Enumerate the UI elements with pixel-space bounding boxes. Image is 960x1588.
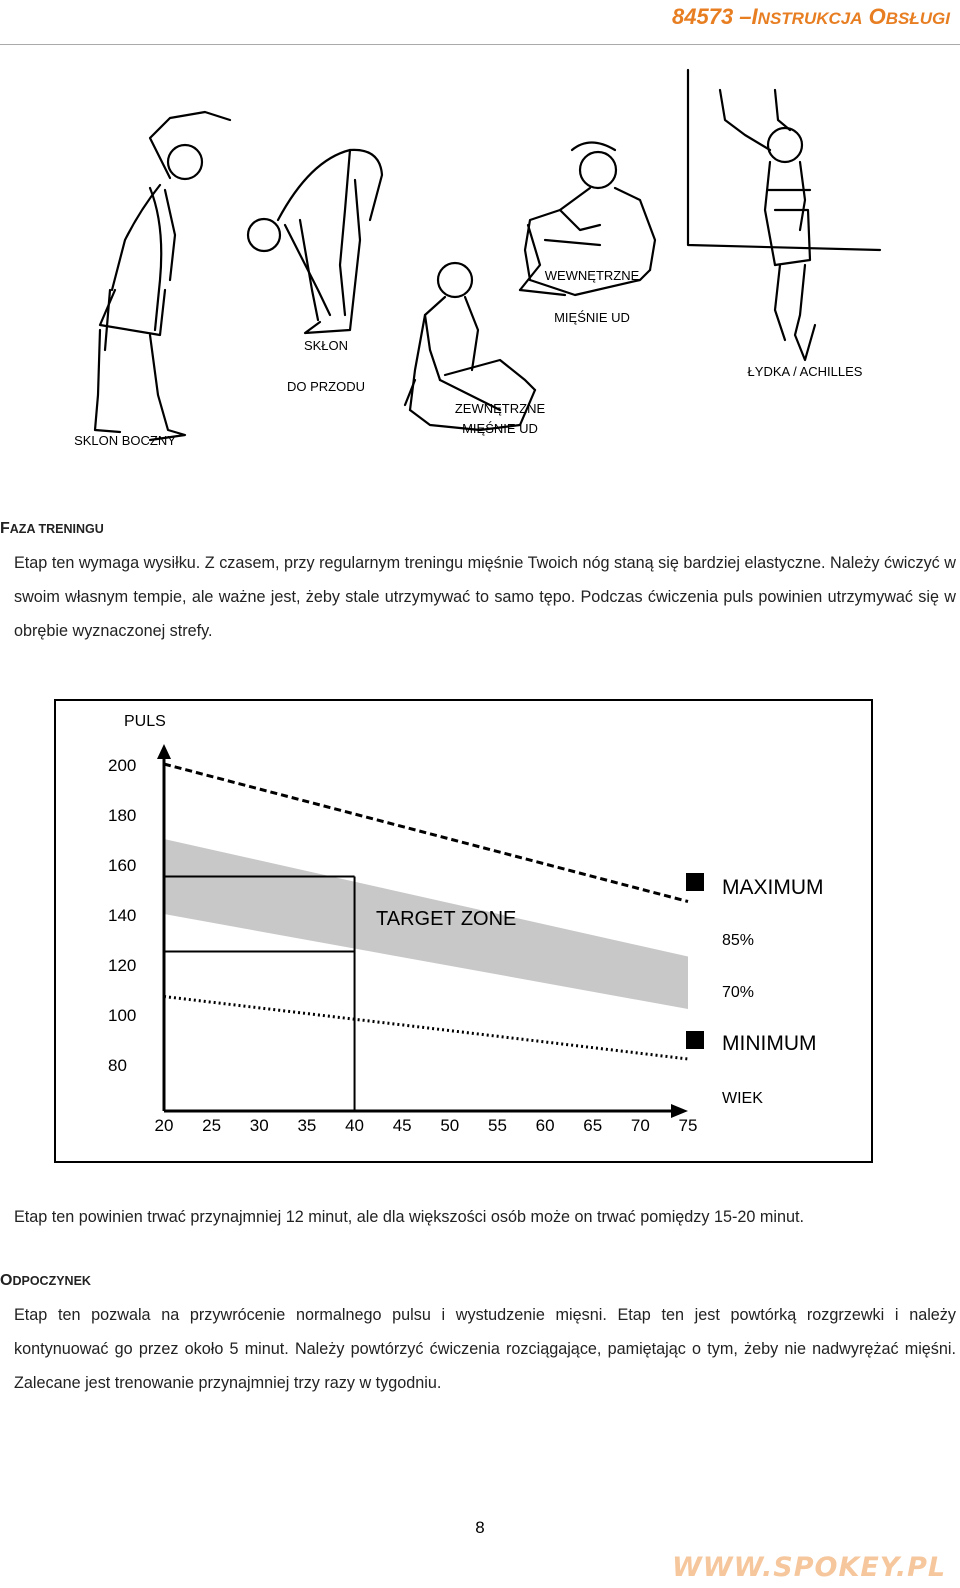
- training-duration-text: Etap ten powinien trwać przynajmniej 12 minut, ale dla większości osób może on trwać pomiędzy 15-20 minut.: [14, 1208, 804, 1226]
- y-tick-label: 80: [108, 1056, 127, 1075]
- page-number: 8: [475, 1518, 485, 1537]
- x-tick-label: 70: [630, 1116, 650, 1135]
- stretching-illustrations: [0, 50, 960, 510]
- wall-calf-figure: [688, 70, 880, 360]
- brand-logo: WWW.SPOKEY.PL: [672, 1552, 947, 1583]
- forward-bend-figure: [248, 150, 382, 333]
- x-tick-label: 50: [440, 1116, 460, 1135]
- side-bend-figure: [95, 112, 230, 440]
- x-tick-label: 40: [345, 1116, 365, 1135]
- y-tick-label: 120: [108, 956, 137, 975]
- training-paragraph: Etap ten wymaga wysiłku. Z czasem, przy regularnym treningu mięśnie Twoich nóg staną się bardziej elastyczne. Należy ćwiczyć w swoim własnym tempie, ale ważne jest, żeby stale utrzymywać to samo tępo. Podczas ćwiczenia puls powinien utrzymywać się w obrębie wyznaczonej strefy.: [14, 554, 956, 640]
- y-axis-arrow: [157, 744, 171, 759]
- x-tick-label: 75: [678, 1116, 698, 1135]
- x-tick-label: 30: [249, 1116, 269, 1135]
- caption-calf: ŁYDKA / ACHILLES: [747, 364, 863, 379]
- document-header-title: 84573 –INSTRUKCJA OBSŁUGI: [672, 4, 950, 29]
- caption-forward-bend-line1: SKŁON: [303, 338, 349, 353]
- maximum-marker: [686, 873, 704, 891]
- minimum-line: [164, 997, 688, 1060]
- heart-rate-chart: [54, 699, 873, 1163]
- y-tick-label: 180: [108, 806, 137, 825]
- x-tick-label: 35: [297, 1116, 317, 1135]
- minimum-marker: [686, 1031, 704, 1049]
- rest-paragraph: Etap ten pozwala na przywrócenie normalnego pulsu i wystudzenie mięsni. Etap ten jest powtórką rozgrzewki i należy kontynuować go przez około 5 minut. Należy powtórzyć ćwiczenia rozciągające, pamiętając o tym, żeby nie nadwyrężać mięśni. Zalecane jest trenowanie przynajmniej trzy razy w tygodniu.: [14, 1306, 956, 1392]
- header-divider: [0, 44, 960, 45]
- x-tick-label: 55: [487, 1116, 507, 1135]
- legend-85: 85%: [722, 932, 755, 949]
- legend-maximum: MAXIMUM: [722, 876, 824, 899]
- legend-70: 70%: [722, 984, 755, 1001]
- y-tick-label: 100: [108, 1006, 137, 1025]
- chart-canvas: [56, 701, 871, 1161]
- x-tick-label: 45: [392, 1116, 412, 1135]
- y-tick-label: 160: [108, 856, 137, 875]
- x-tick-label: 20: [154, 1116, 174, 1135]
- caption-inner-thigh-line1: WEWNĘTRZNE: [544, 268, 640, 283]
- caption-side-bend: SKLON BOCZNY: [74, 433, 176, 448]
- y-tick-label: 140: [108, 906, 137, 925]
- target-zone-label: TARGET ZONE: [376, 908, 517, 930]
- caption-inner-thigh-line2: MIĘŚNIE UD: [554, 310, 630, 325]
- rest-heading: ODPOCZYNEK: [0, 1272, 91, 1289]
- caption-forward-bend-line2: DO PRZODU: [287, 379, 365, 394]
- x-tick-label: 60: [535, 1116, 555, 1135]
- y-tick-label: 200: [108, 756, 137, 775]
- x-axis-label: WIEK: [722, 1090, 763, 1107]
- x-tick-label: 65: [583, 1116, 603, 1135]
- x-tick-label: 25: [202, 1116, 222, 1135]
- training-heading: FAZA TRENINGU: [0, 520, 104, 537]
- y-axis-label: PULS: [124, 713, 166, 730]
- legend-minimum: MINIMUM: [722, 1032, 817, 1055]
- caption-outer-thigh: ZEWNĘTRZNE MIĘŚNIE UD: [454, 401, 546, 436]
